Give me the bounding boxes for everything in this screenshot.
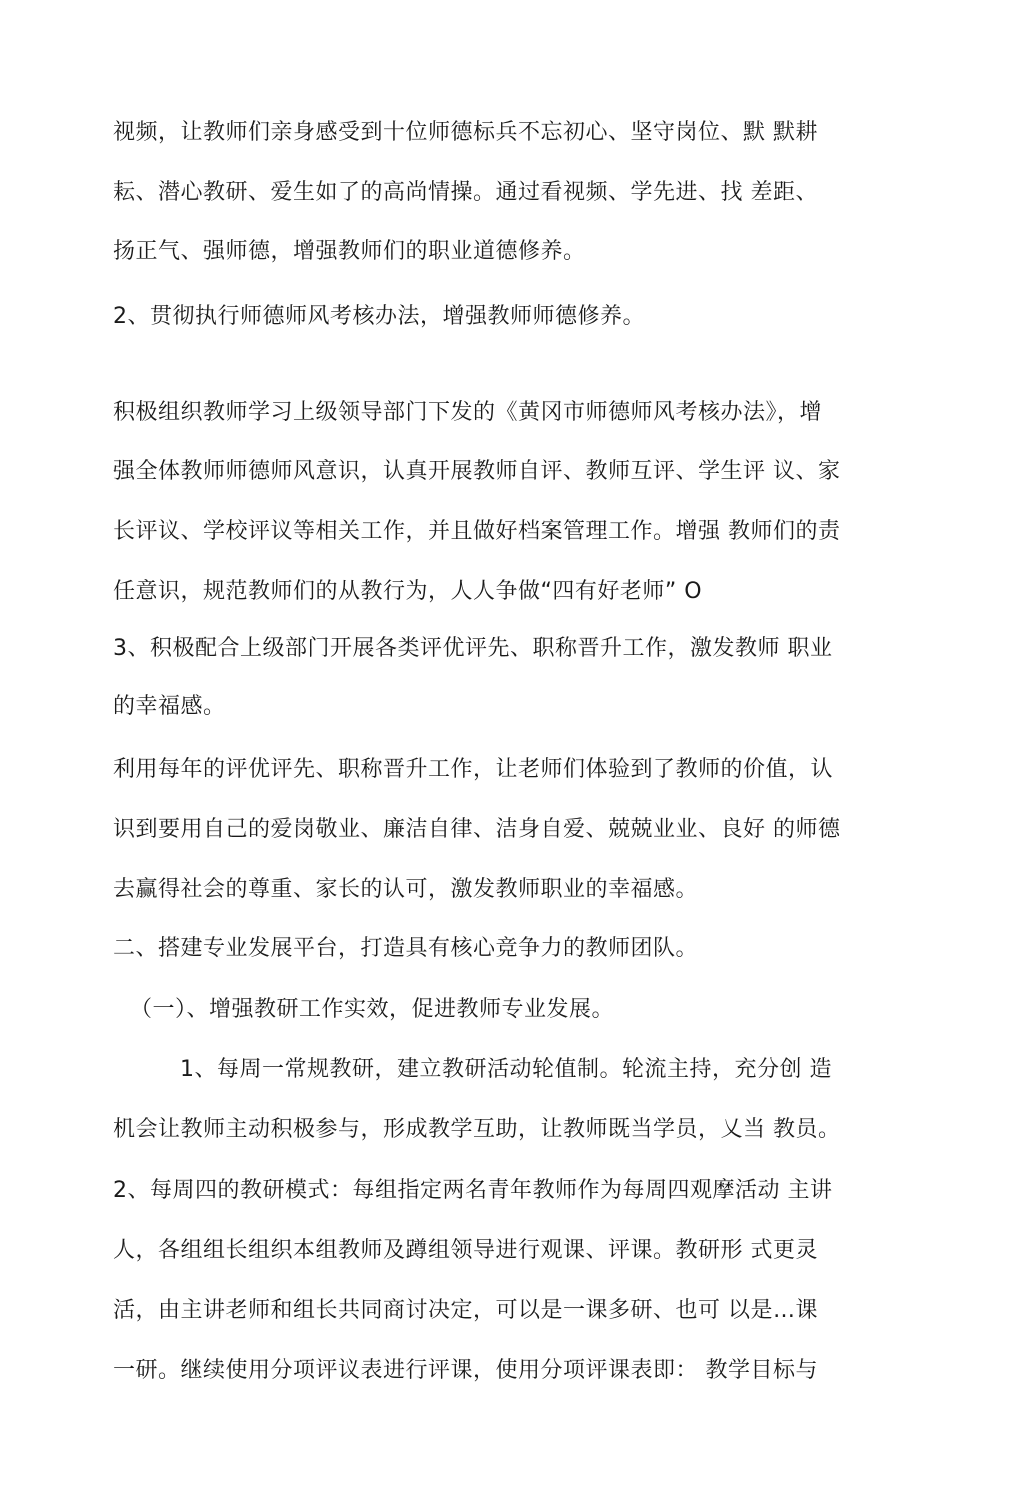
text-line: 识到要用自己的爱岗敬业、廉洁自律、洁身自爱、兢兢业业、良好 的师德 bbox=[113, 817, 841, 842]
text-line: 2、每周四的教研模式：每组指定两名青年教师作为每周四观摩活动 主讲 bbox=[113, 1178, 833, 1203]
text-line: 一研。继续使用分项评议表进行评课，使用分项评课表即： 教学目标与 bbox=[113, 1358, 818, 1383]
text-line: 人，各组组长组织本组教师及蹲组领导进行观课、评课。教研形 式更灵 bbox=[113, 1238, 818, 1263]
text-line: 活，由主讲老师和组长共同商讨决定，可以是一课多研、也可 以是…课 bbox=[113, 1298, 818, 1323]
section-heading: 二、搭建专业发展平台，打造具有核心竞争力的教师团队。 bbox=[113, 936, 699, 961]
subsection-heading: （一）、增强教研工作实效，促进教师专业发展。 bbox=[130, 997, 615, 1022]
text-line: 视频，让教师们亲身感受到十位师德标兵不忘初心、坚守岗位、默 默耕 bbox=[113, 120, 818, 145]
text-line: 强全体教师师德师风意识，认真开展教师自评、教师互评、学生评 议、家 bbox=[113, 459, 841, 484]
text-line: 利用每年的评优评先、职称晋升工作，让老师们体验到了教师的价值，认 bbox=[113, 757, 834, 782]
text-line: 去赢得社会的尊重、家长的认可，激发教师职业的幸福感。 bbox=[113, 877, 699, 902]
text-line: 1、每周一常规教研，建立教研活动轮值制。轮流主持，充分创 造 bbox=[180, 1057, 832, 1082]
text-line: 积极组织教师学习上级领导部门下发的《黄冈市师德师风考核办法》，增 bbox=[113, 400, 823, 425]
text-line: 的幸福感。 bbox=[113, 694, 226, 719]
text-line: 机会让教师主动积极参与，形成教学互助，让教师既当学员，乂当 教员。 bbox=[113, 1117, 841, 1142]
text-line: 扬正气、强师德，增强教师们的职业道德修养。 bbox=[113, 239, 586, 264]
text-line: 任意识，规范教师们的从教行为，人人争做“四有好老师” O bbox=[113, 579, 703, 604]
text-line: 耘、潜心教研、爱生如了的高尚情操。通过看视频、学先进、找 差距、 bbox=[113, 180, 818, 205]
section-heading: 3、积极配合上级部门开展各类评优评先、职称晋升工作，激发教师 职业 bbox=[113, 636, 833, 661]
section-heading: 2、贯彻执行师德师风考核办法，增强教师师德修养。 bbox=[113, 304, 645, 329]
text-line: 长评议、学校评议等相关工作，并且做好档案管理工作。增强 教师们的责 bbox=[113, 519, 841, 544]
